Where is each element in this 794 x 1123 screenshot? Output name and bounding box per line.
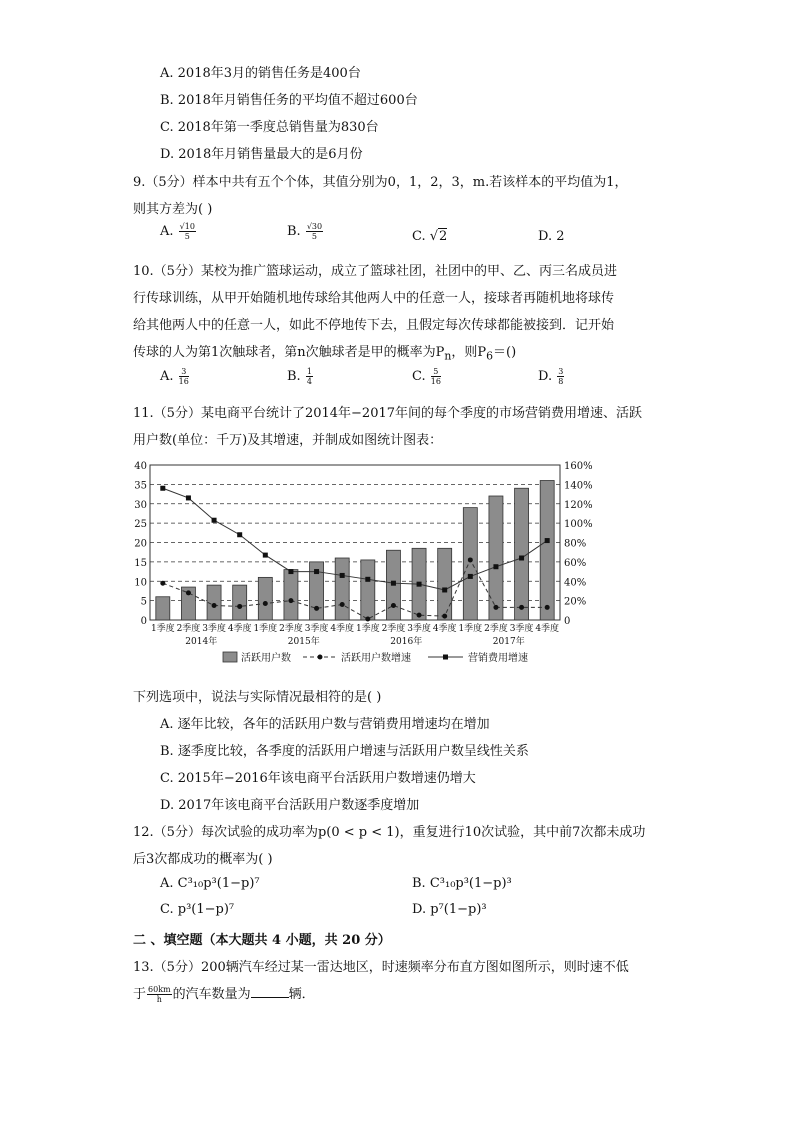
x-category-label: 3季度	[509, 624, 534, 634]
x-category-label: 4季度	[535, 624, 560, 634]
q11-stem-line2: 用户数(单位：千万)及其增速，并制成如图统计图表：	[133, 433, 443, 448]
point-active-user-growth	[442, 614, 447, 619]
point-active-user-growth	[493, 605, 498, 610]
x-year-label: 2015年	[287, 637, 320, 647]
x-category-label: 1季度	[253, 624, 278, 634]
q8-option-a: A. 2018年3月的销售任务是400台	[160, 66, 361, 81]
point-marketing-growth	[545, 538, 550, 543]
q13-stem-line1: 13.（5分）200辆汽车经过某一雷达地区，时速频率分布直方图如图所示，则时速不低	[133, 960, 629, 975]
point-active-user-growth	[186, 590, 191, 595]
point-marketing-growth	[468, 574, 473, 579]
bar-active-users	[156, 597, 170, 620]
legend-swatch-bar	[223, 652, 237, 662]
q13-stem-line2: 于 $\frac{60km}{h}$ 的汽车数量为 辆．	[133, 985, 315, 1004]
q8-option-b: B. 2018年月销售任务的平均值不超过600台	[160, 93, 418, 108]
y-left-tick-label: 0	[140, 616, 147, 627]
point-marketing-growth	[391, 581, 396, 586]
bar-active-users	[258, 577, 272, 620]
q11-question: 下列选项中，说法与实际情况最相符的是( )	[133, 690, 382, 705]
point-marketing-growth	[288, 569, 293, 574]
y-right-tick-label: 160%	[564, 461, 593, 472]
point-active-user-growth	[263, 601, 268, 606]
point-active-user-growth	[545, 605, 550, 610]
q12-option-c: C. p³(1−p)⁷	[160, 902, 235, 917]
point-marketing-growth	[186, 495, 191, 500]
bar-active-users	[361, 560, 375, 620]
point-active-user-growth	[340, 602, 345, 607]
x-category-label: 3季度	[304, 624, 329, 634]
x-category-label: 3季度	[202, 624, 226, 634]
point-marketing-growth	[417, 582, 422, 587]
x-year-label: 2017年	[492, 637, 525, 647]
point-active-user-growth	[417, 613, 422, 618]
q8-option-c: C. 2018年第一季度总销售量为830台	[160, 120, 379, 135]
legend-label-active-users: 活跃用户数	[241, 653, 291, 664]
point-active-user-growth	[160, 581, 165, 586]
q11-combo-chart	[128, 455, 608, 675]
q11-stem-line1: 11.（5分）某电商平台统计了2014年−2017年间的每个季度的市场营销费用增速、活跃	[133, 406, 643, 421]
y-right-tick-label: 120%	[564, 499, 593, 511]
point-active-user-growth	[365, 617, 370, 622]
q9-option-d: D. 2	[538, 229, 565, 244]
x-category-label: 1季度	[458, 624, 483, 634]
point-active-user-growth	[288, 598, 293, 603]
point-marketing-growth	[237, 532, 242, 537]
x-category-label: 4季度	[330, 624, 355, 634]
y-left-tick-label: 5	[140, 596, 147, 608]
y-left-tick-label: 15	[134, 557, 147, 569]
q10-option-a: A. $\frac{3}{16}$	[160, 367, 189, 386]
y-right-tick-label: 40%	[564, 577, 587, 589]
q12-stem-line1: 12.（5分）每次试验的成功率为p(0 < p < 1)，重复进行10次试验，其中前7次都未成功	[133, 825, 646, 840]
q9-stem-line2: 则其方差为( )	[133, 202, 213, 217]
bar-active-users	[489, 496, 503, 620]
y-right-tick-label: 0	[564, 616, 571, 627]
q9-option-a: A. $\frac{√10}{5}$	[160, 222, 195, 241]
x-year-label: 2016年	[390, 637, 423, 647]
q12-option-b: B. C³₁₀p³(1−p)³	[412, 876, 512, 891]
q11-option-b: B. 逐季度比较，各季度的活跃用户增速与活跃用户数呈线性关系	[160, 744, 529, 759]
x-year-label: 2014年	[185, 637, 218, 647]
bar-active-users	[438, 548, 452, 620]
point-marketing-growth	[365, 577, 370, 582]
y-right-tick-label: 20%	[564, 596, 587, 608]
point-active-user-growth	[391, 603, 396, 608]
bar-active-users	[463, 508, 477, 620]
point-marketing-growth	[442, 587, 447, 592]
y-left-tick-label: 20	[134, 538, 147, 550]
q12-option-a: A. C³₁₀p³(1−p)⁷	[160, 876, 260, 891]
q10-stem-line3: 给其他两人中的任意一人，如此不停地传下去，且假定每次传球都能被接到．记开始	[133, 318, 615, 333]
y-left-tick-label: 10	[134, 577, 147, 589]
y-right-tick-label: 100%	[564, 519, 593, 531]
q10-option-d: D. $\frac{3}{8}$	[538, 367, 564, 386]
legend-label-user-growth: 活跃用户数增速	[341, 653, 411, 664]
x-category-label: 1季度	[355, 624, 380, 634]
bar-active-users	[335, 558, 349, 620]
x-category-label: 1季度	[150, 624, 175, 634]
q10-stem-line2: 行传球训练，从甲开始随机地传球给其他两人中的任意一人，接球者再随机地将球传	[133, 291, 615, 306]
y-left-tick-label: 25	[134, 519, 147, 531]
point-active-user-growth	[212, 603, 217, 608]
point-marketing-growth	[160, 486, 165, 491]
point-marketing-growth	[314, 569, 319, 574]
x-category-label: 4季度	[227, 624, 252, 634]
y-left-tick-label: 30	[134, 499, 147, 511]
q11-option-c: C. 2015年−2016年该电商平台活跃用户数增速仍增大	[160, 771, 476, 786]
point-marketing-growth	[212, 518, 217, 523]
x-category-label: 2季度	[279, 624, 303, 634]
q10-option-c: C. $\frac{5}{16}$	[412, 367, 441, 386]
x-category-label: 3季度	[407, 624, 431, 634]
q9-option-c: C. √2	[412, 229, 448, 244]
point-marketing-growth	[493, 564, 498, 569]
q11-option-d: D. 2017年该电商平台活跃用户数逐季度增加	[160, 798, 420, 813]
point-marketing-growth	[263, 553, 268, 558]
bar-active-users	[233, 585, 247, 620]
q10-stem-line1: 10.（5分）某校为推广篮球运动，成立了篮球社团，社团中的甲、乙、丙三名成员进	[133, 264, 617, 279]
q13-answer-blank[interactable]	[251, 985, 289, 998]
q10-stem-line4: 传球的人为第1次触球者，第n次触球者是甲的概率为$P_n$，则$P_6=()$	[133, 345, 517, 363]
point-active-user-growth	[237, 604, 242, 609]
q11-option-a: A. 逐年比较，各年的活跃用户数与营销费用增速均在增加	[160, 717, 490, 732]
legend-marker-dot	[318, 655, 323, 660]
q8-option-d: D. 2018年月销售量最大的是6月份	[160, 147, 363, 162]
point-active-user-growth	[468, 557, 473, 562]
point-active-user-growth	[314, 606, 319, 611]
bar-active-users	[284, 570, 298, 620]
y-right-tick-label: 80%	[564, 538, 587, 550]
x-category-label: 2季度	[381, 624, 406, 634]
q9-stem-line1: 9.（5分）样本中共有五个个体，其值分别为0，1，2，3，m.若该样本的平均值为1，	[133, 175, 628, 190]
legend-label-marketing-growth: 营销费用增速	[468, 653, 528, 664]
q10-option-b: B. $\frac{1}{4}$	[287, 367, 312, 386]
y-right-tick-label: 60%	[564, 557, 587, 569]
x-category-label: 2季度	[176, 624, 201, 634]
point-active-user-growth	[519, 605, 524, 610]
y-left-tick-label: 40	[134, 461, 147, 472]
x-category-label: 2季度	[484, 624, 508, 634]
q12-stem-line2: 后3次都成功的概率为( )	[133, 852, 273, 867]
point-marketing-growth	[340, 573, 345, 578]
y-right-tick-label: 140%	[564, 480, 593, 492]
x-category-label: 4季度	[432, 624, 457, 634]
bar-active-users	[540, 481, 554, 621]
q9-option-b: B. $\frac{√30}{5}$	[287, 222, 323, 241]
point-marketing-growth	[519, 556, 524, 561]
q12-option-d: D. p⁷(1−p)³	[412, 902, 487, 917]
y-left-tick-label: 35	[134, 480, 147, 492]
legend-marker-square	[443, 655, 448, 660]
section-heading-fill-in: 二 、填空题（本大题共 4 小题，共 20 分）	[133, 933, 391, 948]
